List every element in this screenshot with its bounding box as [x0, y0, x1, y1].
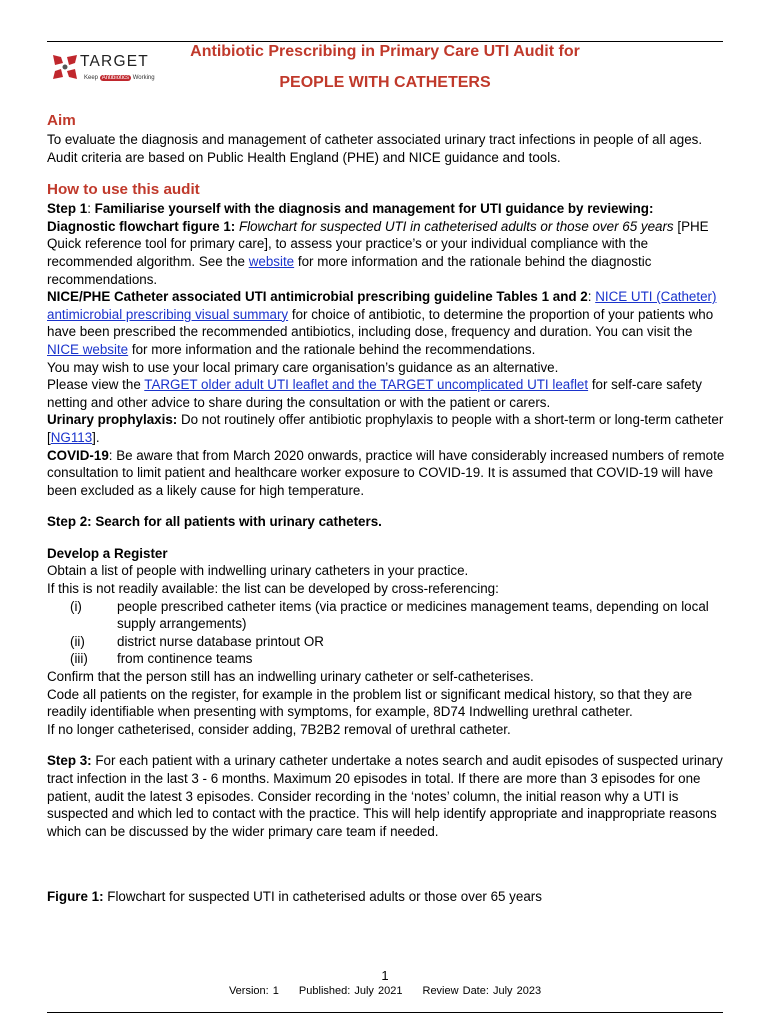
- how-to-heading: How to use this audit: [47, 181, 200, 199]
- step2-heading: Step 2: Search for all patients with urinary catheters.: [47, 514, 382, 530]
- register-paragraph-2: If this is not readily available: the list can be developed by cross-referencing:: [47, 581, 499, 597]
- document-title-line1: Antibiotic Prescribing in Primary Care UTI Audit for: [190, 43, 580, 60]
- bottom-rule: [47, 1012, 723, 1013]
- step3-paragraph: Step 3: For each patient with a urinary catheter undertake a notes search and audit episodes of suspected urinary tract infection in the last 3 - 6 months. Maximum 20 episodes in total. If there are more than 3 episodes for one patient, audit the latest 3 episodes. Consider recording in the ‘notes’ column, the initial reason why a UTI is suspected and which led to contact with the practice. This will help identify appropriate and inappropriate reasons which can be discussed by the wider primary care team if needed.: [47, 753, 723, 839]
- nice-visual-summary-link[interactable]: NICE UTI (Catheter) antimicrobial prescribing visual summary: [47, 289, 717, 322]
- list-item: (i) people prescribed catheter items (via practice or medicines management teams, depending on local supply arrangements): [70, 598, 709, 632]
- footer-published: Published: July 2021: [298, 985, 403, 997]
- document-title-line2: PEOPLE WITH CATHETERS: [279, 74, 491, 91]
- list-item: (ii) district nurse database printout OR: [70, 633, 324, 649]
- register-paragraph-1: Obtain a list of people with indwelling urinary catheters in your practice.: [47, 563, 469, 579]
- aim-paragraph: To evaluate the diagnosis and management of catheter associated urinary tract infections in people of all ages.: [47, 132, 703, 147]
- step1-paragraph: Step 1: Familiarise yourself with the diagnosis and management for UTI guidance by reviewing:: [47, 201, 654, 217]
- target-logo-mark-icon: [50, 52, 80, 82]
- nice-guideline-paragraph: NICE/PHE Catheter associated UTI antimicrobial prescribing guideline Tables 1 and 2: NICE UTI (Catheter) antimicrobial prescribing visual summary for choice of antibiotic, to determine the proportion of your patients who have been prescribed the recommended antibiotics, including dose, frequency and duration. You can visit the NICE website for more information and the rationale behind the recommendations.: [47, 289, 717, 357]
- leaflet-paragraph: Please view the TARGET older adult UTI leaflet and the TARGET uncomplicated UTI leaflet for self-care safety netting and other advice to share during the consultation or with the patient or carers.: [47, 377, 702, 410]
- logo-tagline: Keep Antibiotics Working: [84, 75, 155, 81]
- register-paragraph-5: If no longer catheterised, consider adding, 7B2B2 removal of urethral catheter.: [47, 721, 511, 737]
- document-body: [47, 111, 725, 906]
- register-paragraph-4: Code all patients on the register, for example in the problem list or significant medical history, so that they are readily identifiable when presenting with symptoms, for example, 8D74 Indwelling urethral catheter.: [47, 686, 693, 720]
- footer-version: Version: 1: [228, 985, 279, 997]
- top-rule: [47, 41, 723, 42]
- target-logo: [48, 49, 158, 89]
- covid-paragraph: COVID-19: Be aware that from March 2020 onwards, practice will have considerably increased numbers of remote consultation to limit patient and healthcare worker exposure to COVID-19. It is assumed that COVID-19 will have been excluded as a likely cause for high temperature.: [47, 447, 725, 498]
- list-item: (iii) from continence teams: [70, 651, 253, 667]
- logo-wordmark: TARGET: [80, 53, 149, 70]
- nice-website-link[interactable]: NICE website: [47, 341, 129, 357]
- prophylaxis-paragraph: Urinary prophylaxis: Do not routinely offer antibiotic prophylaxis to people with a short-term or long-term catheter [NG113].: [47, 412, 724, 445]
- ng113-link[interactable]: NG113: [50, 429, 93, 445]
- register-paragraph-3: Confirm that the person still has an indwelling urinary catheter or self-catheterises.: [47, 669, 534, 685]
- aim-criteria: Audit criteria are based on Public Health England (PHE) and NICE guidance and tools.: [47, 149, 561, 165]
- local-guidance-paragraph: You may wish to use your local primary care organisation’s guidance as an alternative.: [47, 359, 559, 375]
- page-number: 1: [381, 968, 389, 983]
- register-heading: Develop a Register: [47, 545, 168, 561]
- footer-meta: [0, 985, 770, 997]
- footer-review-date: Review Date: July 2023: [422, 985, 542, 997]
- figure-caption: Figure 1: Flowchart for suspected UTI in catheterised adults or those over 65 years: [47, 889, 542, 905]
- website-link[interactable]: website: [248, 253, 295, 269]
- aim-heading: Aim: [47, 112, 76, 129]
- diagnostic-flowchart-paragraph: Diagnostic flowchart figure 1: Flowchart for suspected UTI in catheterised adults or those over 65 years [PHE Quick reference tool for primary care], to assess your practice’s or your individual compliance with the recommended algorithm. See the website for more information and the rationale behind the diagnostic recommendations.: [47, 218, 709, 287]
- target-leaflet-link[interactable]: TARGET older adult UTI leaflet and the TARGET uncomplicated UTI leaflet: [144, 377, 589, 393]
